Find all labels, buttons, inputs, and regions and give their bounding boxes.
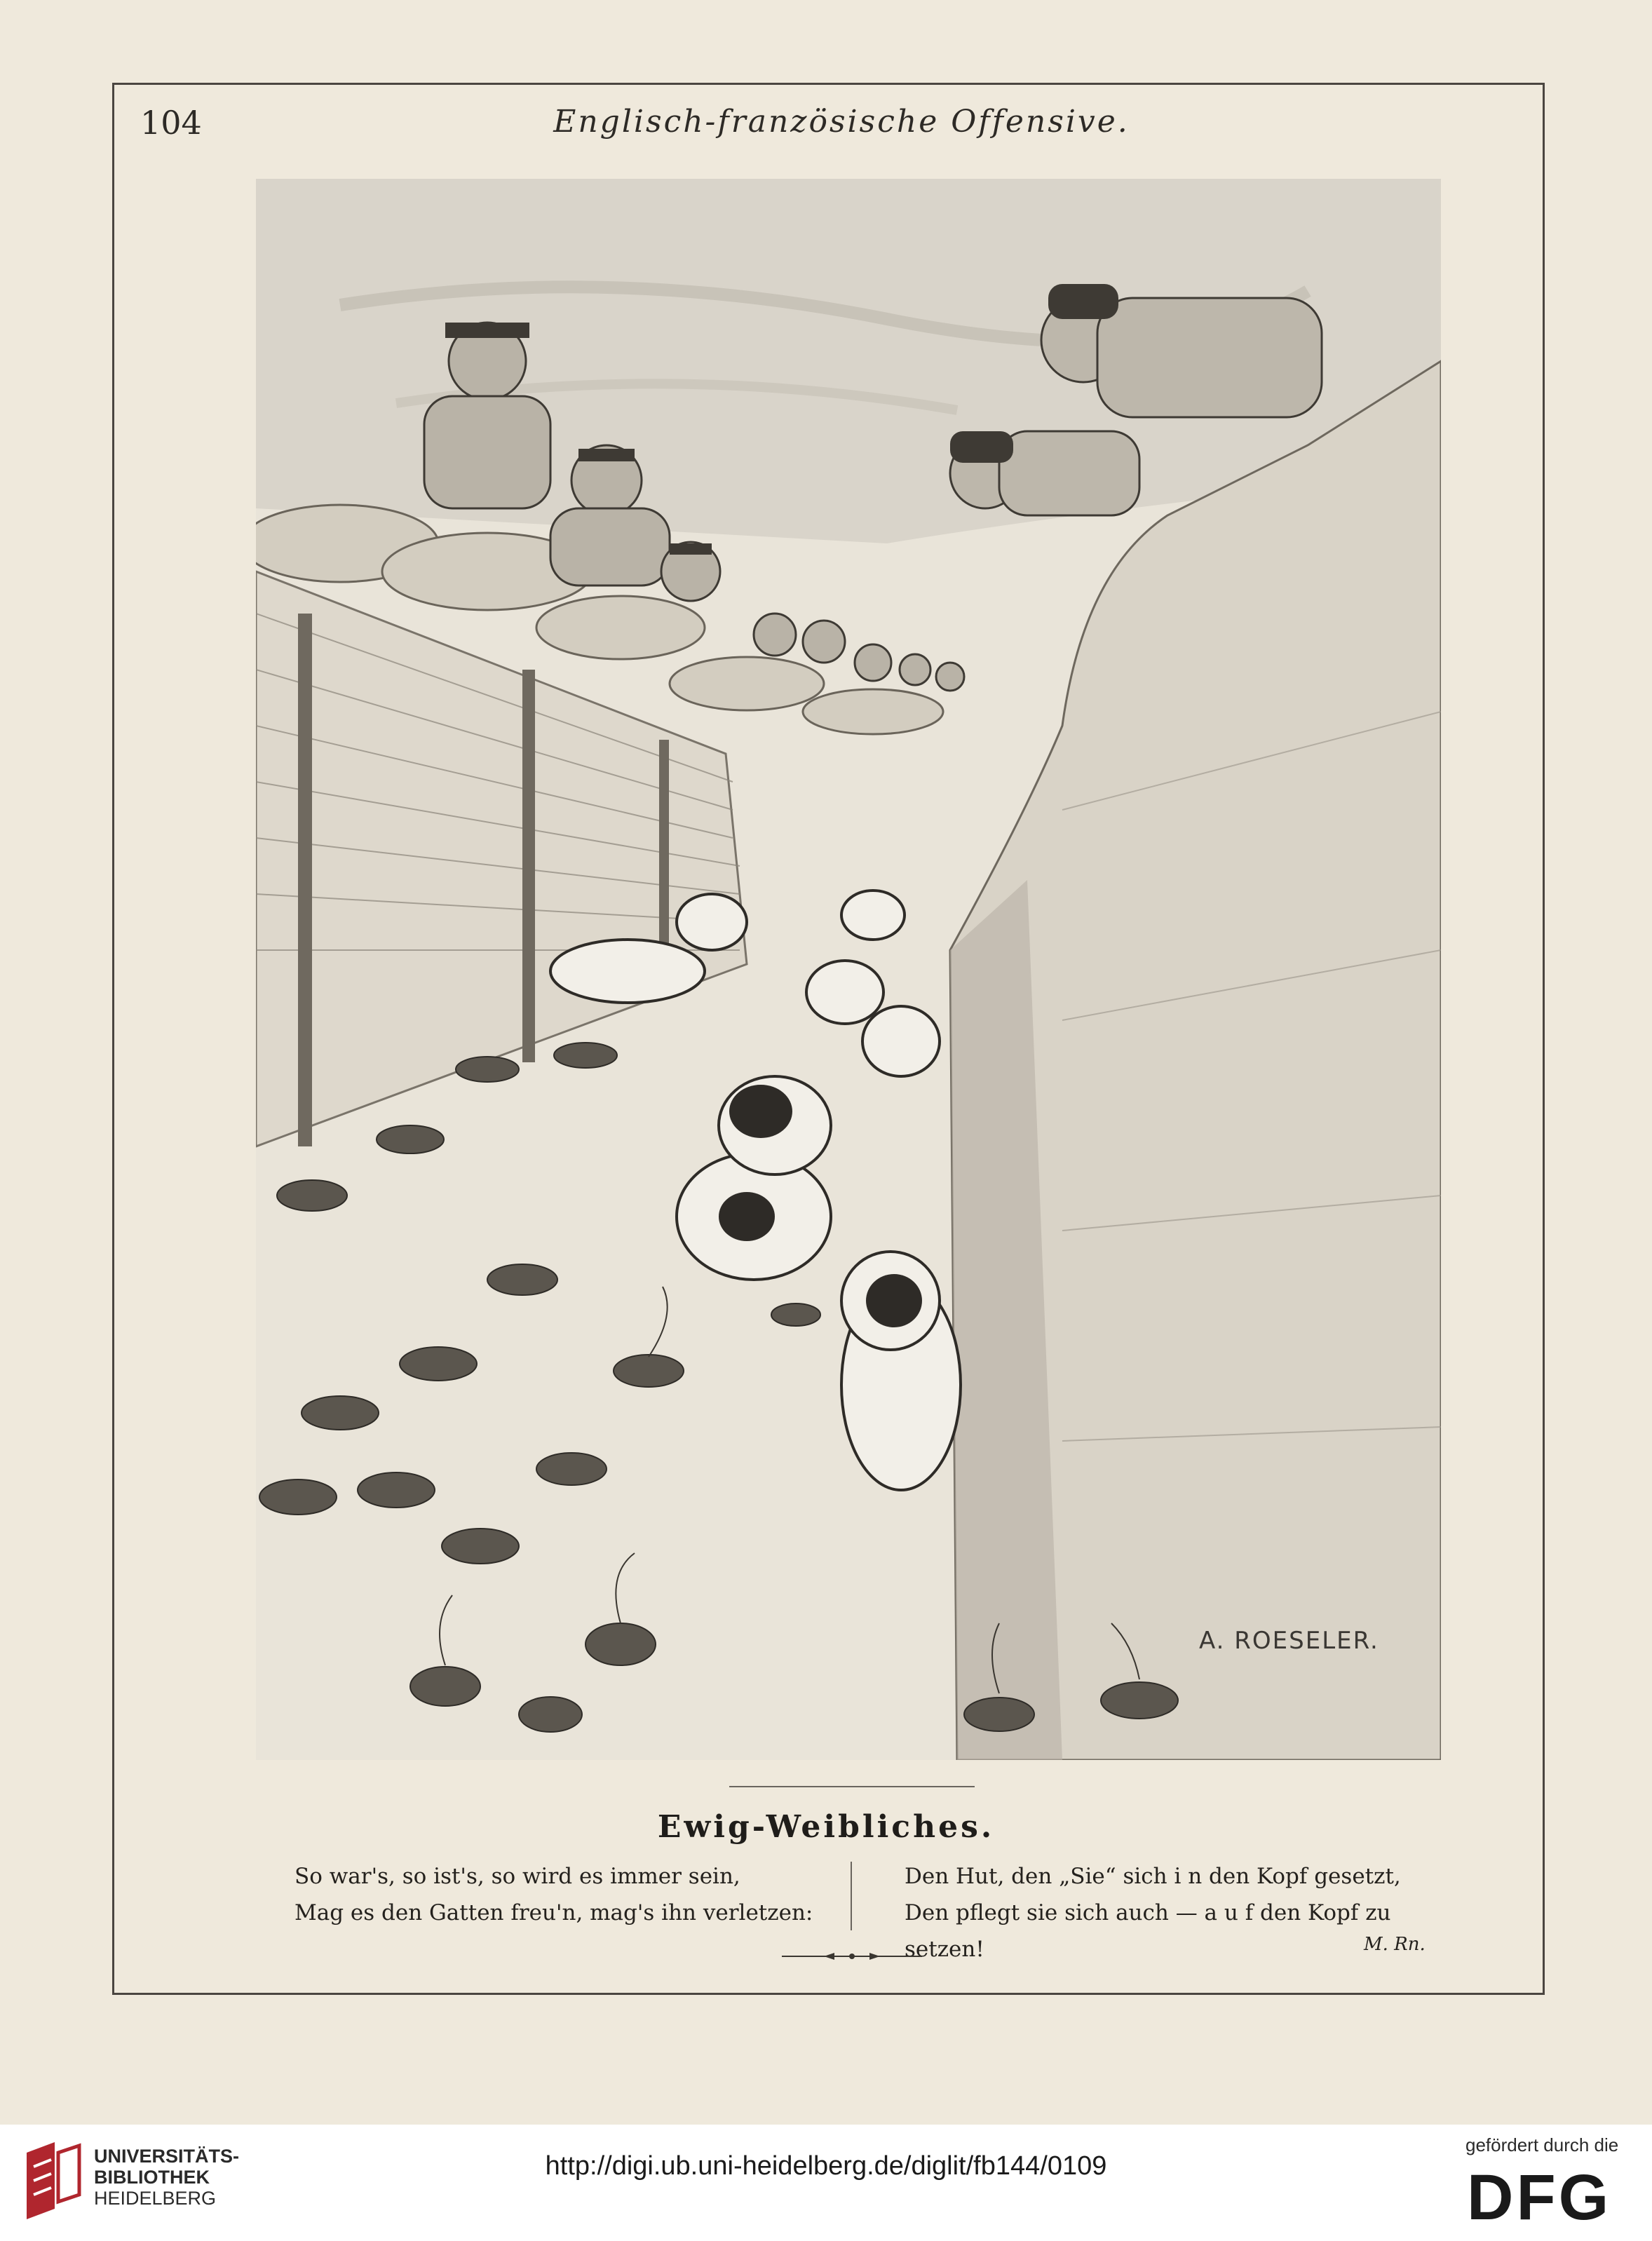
ornament-divider: [782, 1949, 922, 1963]
running-title: Englisch-französische Offensive.: [553, 104, 1130, 140]
trench-drawing: [256, 179, 1441, 1760]
poem-title: Ewig-Weibliches.: [657, 1809, 995, 1845]
page-number: 104: [140, 104, 202, 142]
poem-line: Den pflegt sie sich auch — a u f den Kopf zu setzen!: [905, 1900, 1391, 1962]
library-name-line: UNIVERSITÄTS-: [94, 2146, 240, 2167]
dfg-logo: DFG: [1467, 2162, 1612, 2233]
library-name-line: HEIDELBERG: [94, 2188, 217, 2209]
title-rule: [729, 1786, 975, 1787]
poem-author: M. Rn.: [1364, 1934, 1426, 1955]
stanza-divider: [851, 1862, 852, 1930]
poem-stanza-left: [294, 1858, 834, 1931]
poem-line: So war's, so ist's, so wird es immer sein,: [294, 1864, 740, 1889]
funded-by-label: gefördert durch die: [1465, 2134, 1619, 2155]
poem-line: Mag es den Gatten freu'n, mag's ihn verletzen:: [294, 1900, 813, 1925]
library-name-line: BIBLIOTHEK: [94, 2167, 210, 2188]
cartoon-illustration: [256, 179, 1441, 1760]
permalink-url[interactable]: http://digi.ub.uni-heidelberg.de/diglit/fb144/0109: [545, 2151, 1107, 2181]
footer-bar: [0, 2125, 1652, 2241]
poem-line: Den Hut, den „Sie“ sich i n den Kopf gesetzt,: [905, 1864, 1401, 1889]
artist-signature: A. ROESELER.: [1199, 1627, 1379, 1655]
